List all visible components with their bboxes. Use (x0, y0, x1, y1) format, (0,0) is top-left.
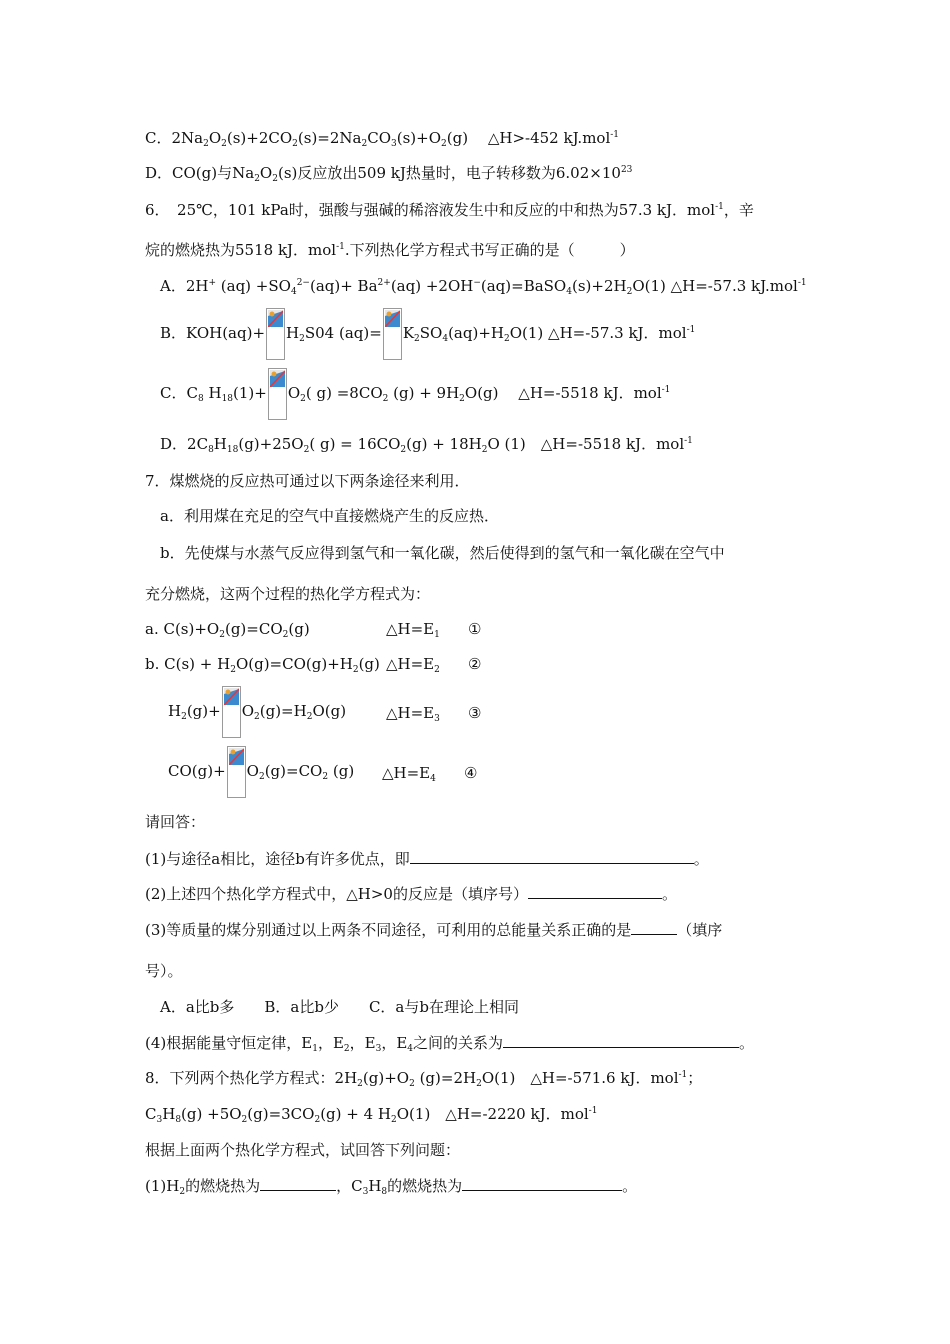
equation-2: b. $C(s) + H_2O(g)=CO(g)+H_2(g)$ (145, 655, 380, 675)
answer-blank[interactable] (528, 884, 662, 899)
answer-blank[interactable] (462, 1176, 622, 1191)
question-8-line1: 8．下列两个热化学方程式：$2H_2(g)+O_2$ $(g)=2H_2O(1)$ △H=-571.6 kJ．mol$^{-1}$； (145, 1069, 703, 1089)
image-placeholder-icon (266, 308, 285, 360)
image-placeholder-icon (383, 308, 402, 360)
option-6b: B．KOH(aq)+ $H_2S04$ (aq)= $K_2SO_4(aq)+H_2O(1)$ △H=-57.3 kJ．mol$^{-1}$ (160, 306, 695, 360)
answer-blank[interactable] (260, 1176, 336, 1191)
equation-4: CO(g)+ $O_2(g)=CO_2$ (g) (168, 744, 354, 798)
subquestion-3-options: A．a比b多 B．a比b少 C．a与b在理论上相同 (160, 998, 519, 1016)
equation-1: a. $C(s)+O_2(g)=CO_2(g)$ (145, 620, 310, 640)
equation-2-dh: $\triangle H=E_2$ (386, 655, 440, 675)
equation-4-dh: $\triangle H=E_4$ (382, 764, 436, 784)
option-5d: D．CO(g)与$Na_2O_2(s)$反应放出509 kJ热量时，电子转移数为$6.02\times 10^{23}$ (145, 164, 633, 184)
question-8-line4: $(1)H_2$的燃烧热为 ，$C_3H_8$的燃烧热为 。 (145, 1177, 638, 1197)
question-6-line2: 烷的燃烧热为5518 kJ．mol$^{-1}$.下列热化学方程式书写正确的是（ ） (145, 241, 635, 259)
question-7-route-b: b．先使煤与水蒸气反应得到氢气和一氧化碳，然后使得到的氢气和一氧化碳在空气中 (160, 544, 725, 562)
question-6-line1: 6． 25℃，101 kPa时，强酸与强碱的稀溶液发生中和反应的中和热为57.3 kJ．mol$^{-1}$，辛 (145, 201, 754, 219)
option-6c: C．$C_8$ $H_{18}(1)+$ $O_2$( $g) =8CO_2$ $(g) + 9H_2O(g)$ △H=-5518 kJ．mol$^{-1}$ (160, 366, 670, 420)
equation-1-number: ① (468, 620, 482, 638)
question-7-route-b-cont: 充分燃烧，这两个过程的热化学方程式为： (145, 585, 431, 603)
question-8-line3: 根据上面两个热化学方程式，试回答下列问题： (145, 1141, 461, 1159)
answer-prompt: 请回答： (145, 813, 206, 831)
subquestion-4: (4)根据能量守恒定律，$E_1$，$E_2$，$E_3$，$E_4$之间的关系为 。 (145, 1034, 755, 1054)
question-7-title: 7．煤燃烧的反应热可通过以下两条途径来利用． (145, 472, 470, 490)
answer-blank[interactable] (503, 1033, 739, 1048)
equation-3-number: ③ (468, 704, 482, 722)
answer-blank[interactable] (631, 920, 677, 935)
subquestion-3: (3)等质量的煤分别通过以上两条不同途径，可利用的总能量关系正确的是 （填序 (145, 921, 723, 939)
equation-1-dh: $\triangle H=E_1$ (386, 620, 440, 640)
image-placeholder-icon (227, 746, 246, 798)
option-6a: A．2H+ $(aq) +SO_4^{2-}(aq)+ Ba^{2+}(aq)$ $+2OH^-(aq)=BaSO_4(s)+2H_2O(1)$ △H=-57.3 kJ.mol$^{-1}$ (160, 277, 807, 297)
answer-blank[interactable] (410, 849, 694, 864)
subquestion-2: (2)上述四个热化学方程式中，△H>0的反应是（填序号） 。 (145, 885, 677, 903)
equation-2-number: ② (468, 655, 482, 673)
option-6d: D．$2C_8H_{18}(g)+25O_2$( $g) = 16CO_2(g) + 18H_2O$ (1) △H=-5518 kJ．mol$^{-1}$ (160, 435, 693, 455)
subquestion-1: (1)与途径a相比，途径b有许多优点，即 。 (145, 850, 709, 868)
option-5c: C．$2Na_2O_2(s)+2CO_2(s)=2Na_2CO_3(s)+O_2(g)$ △H>-452 kJ.mol$^{-1}$ (145, 129, 620, 149)
equation-3: $H_2(g)+$ $O_2(g)=H_2O(g)$ (168, 684, 346, 738)
image-placeholder-icon (268, 368, 287, 420)
image-placeholder-icon (222, 686, 241, 738)
question-8-line2: $C_3H_8(g) +5O_2(g)=3CO_2(g) + 4$ $H_2O(1)$ △H=-2220 kJ．mol$^{-1}$ (145, 1105, 598, 1125)
subquestion-3-cont: 号）。 (145, 962, 183, 980)
equation-4-number: ④ (464, 764, 478, 782)
equation-3-dh: $\triangle H=E_3$ (386, 704, 440, 724)
question-7-route-a: a．利用煤在充足的空气中直接燃烧产生的反应热． (160, 507, 499, 525)
